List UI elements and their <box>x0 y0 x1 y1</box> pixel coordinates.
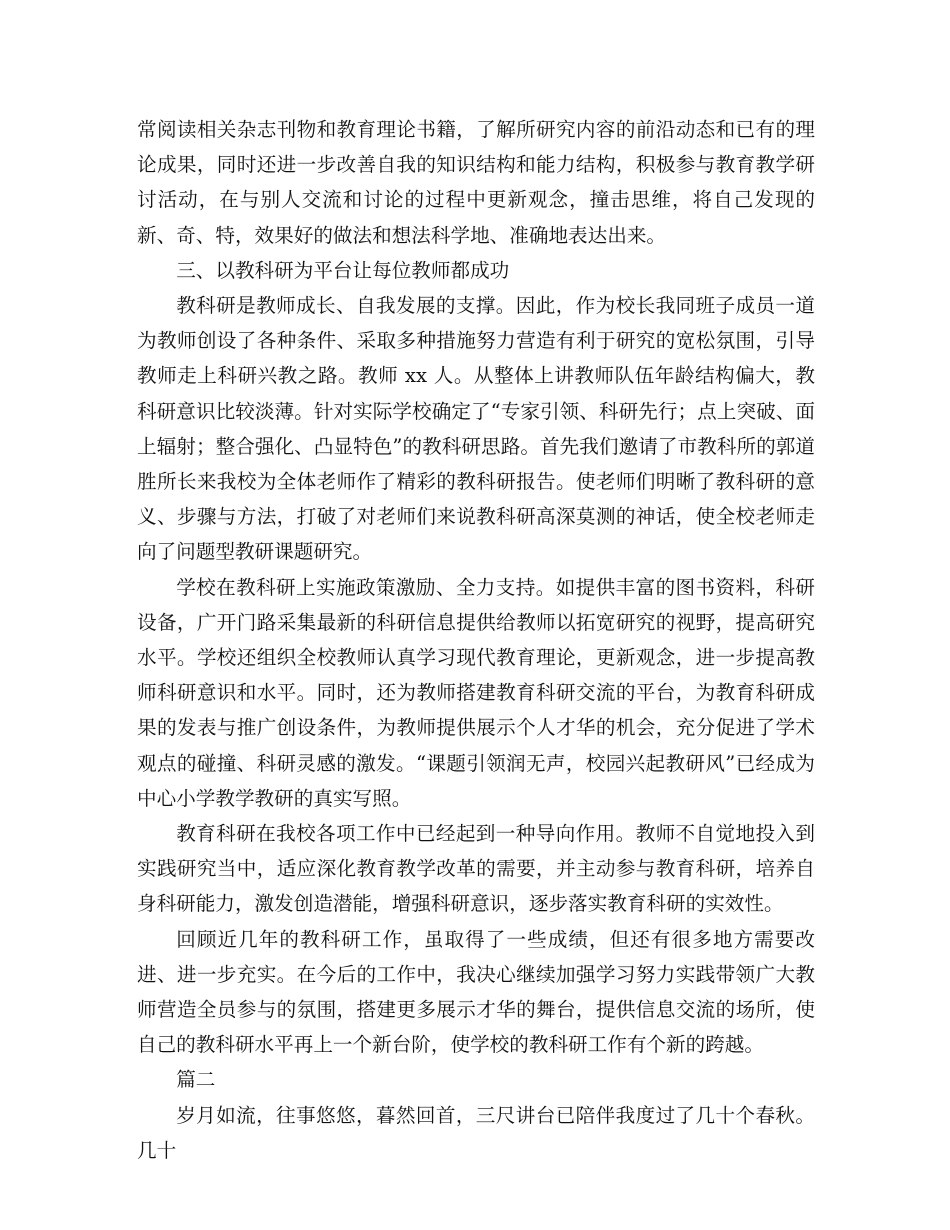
paragraph: 教科研是教师成长、自我发展的支撑。因此，作为校长我同班子成员一道为教师创设了各种条件、采取多种措施努力营造有利于研究的宽松氛围，引导教师走上科研兴教之路。教师 xx 人。从整体上讲教师队伍年龄结构偏大，教科研意识比较淡薄。针对实际学校确定了“专家引领、科研先行；点上突破、面上辐射；整合强化、凸显特色”的教科研思路。首先我们邀请了市教科所的郭道胜所长来我校为全体老师作了精彩的教科研报告。使老师们明晰了教科研的意义、步骤与方法，打破了对老师们来说教科研高深莫测的神话，使全校老师走向了问题型教研课题研究。 <box>137 294 815 564</box>
paragraph: 教育科研在我校各项工作中已经起到一种导向作用。教师不自觉地投入到实践研究当中，适应深化教育教学改革的需要，并主动参与教育科研，培养自身科研能力，激发创造潜能，增强科研意识，逐步落实教育科研的实效性。 <box>137 822 815 916</box>
document-body <box>137 112 815 1168</box>
paragraph: 岁月如流，往事悠悠，暮然回首，三尺讲台已陪伴我度过了几十个春秋。几十 <box>137 1103 815 1162</box>
part-heading: 篇二 <box>176 1068 216 1092</box>
paragraph: 回顾近几年的教科研工作，虽取得了一些成绩，但还有很多地方需要改进、进一步充实。在今后的工作中，我决心继续加强学习努力实践带领广大教师营造全员参与的氛围，搭建更多展示才华的舞台，提供信息交流的场所，使自己的教科研水平再上一个新台阶，使学校的教科研工作有个新的跨越。 <box>137 927 815 1057</box>
paragraph-continuation: 常阅读相关杂志刊物和教育理论书籍，了解所研究内容的前沿动态和已有的理论成果，同时还进一步改善自我的知识结构和能力结构，积极参与教育教学研讨活动，在与别人交流和讨论的过程中更新观念，撞击思维，将自己发现的新、奇、特，效果好的做法和想法科学地、准确地表达出来。 <box>137 118 815 247</box>
paragraph: 学校在教科研上实施政策激励、全力支持。如提供丰富的图书资料，科研设备，广开门路采集最新的科研信息提供给教师以拓宽研究的视野，提高研究水平。学校还组织全校教师认真学习现代教育理论，更新观念，进一步提高教师科研意识和水平。同时，还为教师搭建教育科研交流的平台，为教育科研成果的发表与推广创设条件，为教师提供展示个人才华的机会，充分促进了学术观点的碰撞、科研灵感的激发。“课题引领润无声，校园兴起教研风”已经成为中心小学教学教研的真实写照。 <box>137 575 815 810</box>
section-heading: 三、以教科研为平台让每位教师都成功 <box>176 258 510 282</box>
